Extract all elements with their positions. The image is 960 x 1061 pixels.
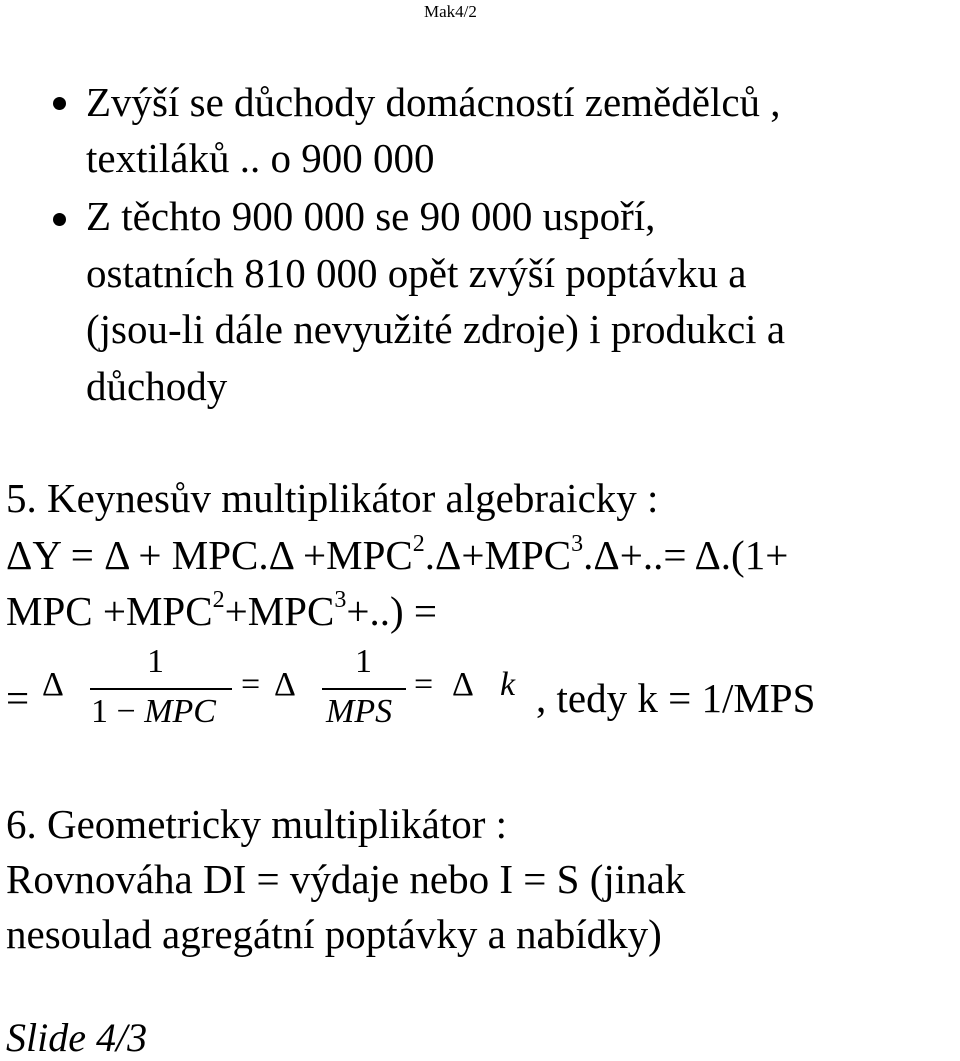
bullet-dot — [53, 213, 66, 226]
bullet-2-line-1: Z těchto 900 000 se 90 000 uspoří, — [86, 193, 656, 239]
fraction-1-den-one: 1 — [91, 693, 108, 730]
bullet-2-line-3: (jsou-li dále nevyužité zdroje) i produkci a — [86, 306, 786, 352]
eq2-part-1: MPC +MPC — [6, 588, 213, 634]
equation-line-1 — [6, 531, 788, 586]
bullet-2-line-4: důchody — [86, 363, 228, 409]
eq1-exponent-2: 3 — [571, 531, 584, 557]
eq3-delta-2: Δ — [274, 666, 296, 703]
slide-number: Slide 4/3 — [6, 1015, 148, 1060]
eq1-part-2: .Δ+MPC — [424, 532, 572, 578]
fraction-1-den-minus: − — [116, 693, 136, 730]
eq2-part-3: +..) = — [346, 588, 437, 634]
section-6-line-1: Rovnováha DI = výdaje nebo I = S (jinak — [6, 856, 686, 902]
section-5-heading: 5. Keynesův multiplikátor algebraicky : — [6, 475, 659, 521]
eq1-part-1: ΔY = Δ + MPC.Δ +MPC — [6, 532, 413, 578]
eq3-delta-1: Δ — [42, 666, 64, 703]
eq2-exponent-1: 2 — [212, 587, 225, 613]
eq3-lead-equals: = — [6, 675, 30, 721]
eq2-exponent-2: 3 — [334, 587, 347, 613]
eq3-equals-b: = — [414, 666, 434, 703]
eq1-part-3: .Δ+..= Δ.(1+ — [583, 532, 789, 578]
eq3-delta-3: Δ — [452, 666, 474, 703]
eq2-part-2: +MPC — [224, 588, 335, 634]
fraction-1-numerator: 1 — [147, 643, 164, 680]
eq1-exponent-1: 2 — [412, 531, 425, 557]
equation-line-2 — [6, 587, 437, 642]
fraction-1-denominator — [91, 693, 216, 731]
section-6-heading: 6. Geometricky multiplikátor : — [6, 801, 508, 847]
header-label: Mak4/2 — [424, 2, 477, 21]
fraction-2-denominator: MPS — [326, 693, 393, 730]
bullet-dot — [53, 97, 66, 110]
fraction-1-bar — [90, 688, 232, 690]
eq3-k: k — [500, 666, 516, 703]
fraction-1-den-mpc: MPC — [144, 693, 216, 730]
fraction-2-bar — [322, 688, 406, 690]
bullet-1-line-2: textiláků .. o 900 000 — [86, 135, 435, 181]
bullet-2-line-2: ostatních 810 000 opět zvýší poptávku a — [86, 250, 747, 296]
eq3-tail: , tedy k = 1/MPS — [536, 675, 816, 721]
eq3-equals-a: = — [241, 666, 261, 703]
section-6-line-2: nesoulad agregátní poptávky a nabídky) — [6, 911, 662, 957]
bullet-1-line-1: Zvýší se důchody domácností zemědělců , — [86, 79, 781, 125]
fraction-2-numerator: 1 — [355, 643, 372, 680]
